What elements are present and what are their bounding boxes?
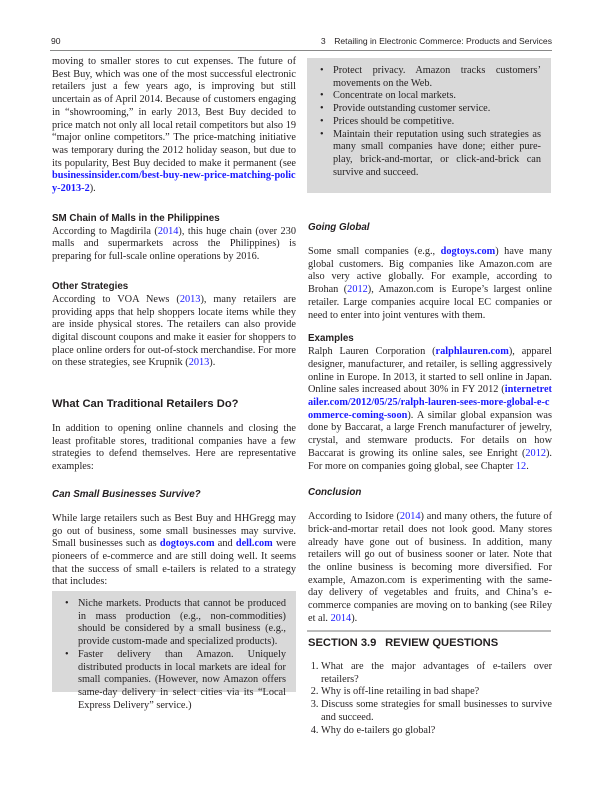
link-dogtoys[interactable]: dogtoys.com [159,538,215,550]
citation-link[interactable]: 2012 [525,447,546,459]
question-item: 1. What are the major advantages of e-tailers over retailers? [321,661,552,686]
left-column [52,56,296,589]
citation-link[interactable]: 2013 [179,293,201,305]
citation-link[interactable]: 2014 [399,511,421,523]
citation-link[interactable]: 2013 [188,357,210,369]
heading-examples: Examples [308,333,354,345]
heading-other-strategies: Other Strategies [52,280,129,292]
bullet-item: • Provide outstanding customer service. [333,103,541,116]
link-businessinsider[interactable]: businessinsider.com/best-buy-new-price-matching-policy-2013-2 [52,170,296,195]
running-title: 3 Retailing in Electronic Commerce: Products and Services [320,36,552,46]
question-item: 4. Why do e-tailers go global? [321,725,552,738]
page-number: 90 [51,36,61,46]
heading-sm-chain: SM Chain of Malls in the Philippines [52,212,220,224]
bullet-item: • Concentrate on local markets. [333,90,541,103]
chapter-link[interactable]: 12 [515,460,527,472]
bullet-item: • Niche markets. Products that cannot be produced in mass production (e.g., non-commodities) should be considered by a small business (e.g., provide custom-made and specialized products). [78,598,286,649]
section-rule [307,630,551,632]
strategy-box-left [52,591,296,711]
header-rule [50,50,552,51]
paragraph-sm-chain: According to Magdirila (2014), this huge chain (over 230 malls and supermarkets across the Philippines) is preparing for full-scale online operations by 2016. [52,225,296,263]
paragraph-other-strategies: According to VOA News (2013), many retailers are providing apps that help shoppers locate items while they are inside physical stores. The retailers can also provide digital discount coupons and make it easier for shoppers to place online orders for out-of-stock merchandise. For more on these strategies, see Krupnik (2013). [52,293,296,369]
bullet-item: • Prices should be competitive. [333,116,541,129]
heading-traditional-retailers: What Can Traditional Retailers Do? [52,398,239,411]
citation-link[interactable]: 2014 [330,612,352,624]
bullet-item: • Maintain their reputation using such strategies as many small companies have done; either pure-play, brick-and-mortar, or click-and-brick can survive and succeed. [333,129,541,180]
citation-link[interactable]: 2014 [157,225,179,237]
paragraph-examples: Ralph Lauren Corporation (ralphlauren.com), apparel designer, manufacturer, and retailer, is selling aggressively online in Europe. In 2013, it started to sell online in Japan. Online sales increased about 30% in FY 2012 (internetretailer.com/2012/05/25/ralph-lauren-sees-more-global-e-commerce-coming-soon). A similar global expansion was done by Baccarat, a large French manufacturer of jewelry, crystal, and stemware products. For details on how Baccarat is growing its online sales, see Enright (2012). For more on companies going global, see Chapter 12. [308,346,552,472]
strategy-box-right [307,58,551,193]
review-questions [308,637,552,737]
right-column [308,222,552,626]
paragraph-conclusion: According to Isidore (2014) and many others, the future of brick-and-mortar retail does not look good. Many stores already have gone out of business. In addition, many retailers will go out of business sooner or later. Note that the online business is becoming more diversified. For example, Amazon.com is experimenting with the same-day delivery of vegetables and fruits, and China’s e-commerce companies are moving on to banking (see Riley et al. 2014). [308,511,552,624]
heading-conclusion: Conclusion [308,487,362,499]
paragraph-traditional: In addition to opening online channels and closing the least profitable stores, traditional companies have a few strategies to defend themselves. Here are representative examples: [52,423,296,473]
link-dogtoys[interactable]: dogtoys.com [440,246,496,257]
heading-small-businesses: Can Small Businesses Survive? [52,488,201,500]
paragraph-small-businesses: While large retailers such as Best Buy and HHGregg may go out of business, some small businesses may survive. Small businesses such as dogtoys.com and dell.com were pioneers of e-commerce and are still doing well. It seems that the success of small e-tailers is related to a strategy that includes: [52,512,296,588]
paragraph-going-global: Some small companies (e.g., dogtoys.com) have many global customers. Big companies like Amazon.com are also very active globally. For example, according to Brohan (2012), Amazon.com is Europe’s largest online retailer. Large companies acquire local EC companies or need to enter into joint ventures with them. [308,246,552,321]
link-ralphlauren[interactable]: ralphlauren.com [435,346,509,358]
bullet-item: • Protect privacy. Amazon tracks customers’ movements on the Web. [333,65,541,90]
link-dell[interactable]: dell.com [235,538,273,550]
question-item: 3. Discuss some strategies for small businesses to survive and succeed. [321,699,552,724]
bullet-item: • Faster delivery than Amazon. Uniquely distributed products in local markets are ideal for small companies. (However, now Amazon offers same-day delivery in select cities via its “Local Express Delivery” service.) [78,649,286,713]
citation-link[interactable]: 2012 [347,284,368,296]
heading-going-global: Going Global [308,222,370,233]
paragraph-best-buy: moving to smaller stores to cut expenses. The future of Best Buy, which was one of the most successful electronic retailers just a few years ago, is improving but still uncertain as of April 2014. Because of customers engaging in “showrooming,” in early 2013, Best Buy decided to price match not only all local retail competitors but also 19 “major online competitors.” The price-matching initiative was temporary during the 2012 holiday season, but due to its popularity, Best Buy decided to make it permanent (see businessinsider.com/best-buy-new-price-matching-policy-2013-2). [52,56,296,195]
link-internetretailer[interactable]: internetretailer.com/2012/05/25/ralph-lauren-sees-more-global-e-commerce-coming-soon [308,384,552,421]
section-title: SECTION 3.9 REVIEW QUESTIONS [308,637,499,649]
question-item: 2. Why is off-line retailing in bad shape? [321,686,552,699]
